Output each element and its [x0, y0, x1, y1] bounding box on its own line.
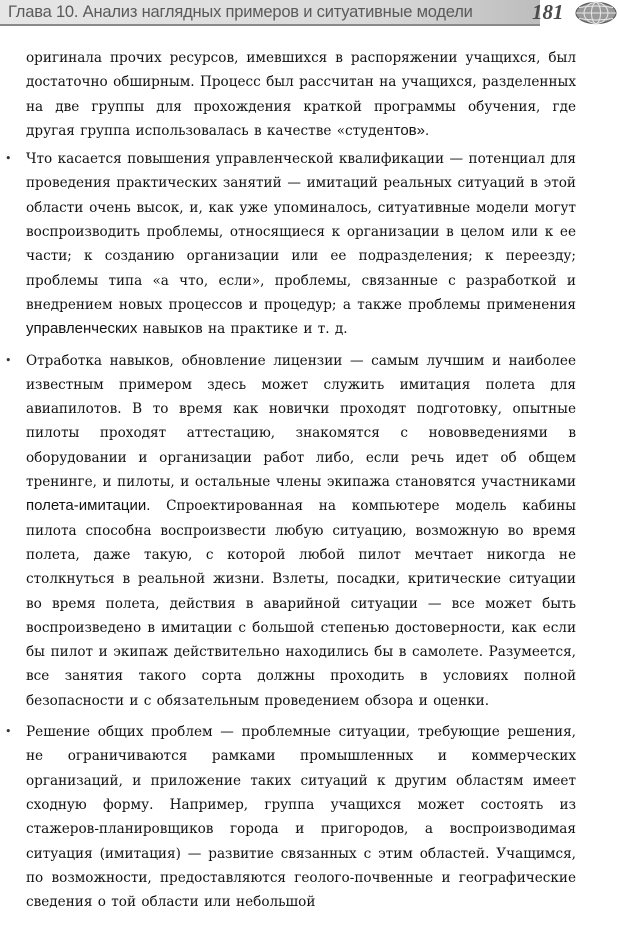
- emphasis-text: управленческих: [26, 320, 138, 338]
- list-item: [0, 349, 576, 713]
- running-header: [0, 0, 620, 30]
- page-body: [0, 46, 620, 921]
- bullet-marker: •: [5, 353, 12, 367]
- paragraph-text: Решение общих проблем — проблемные ситуации, требующие решения, не ограничиваются рамками промышленных и коммерческих организаций, и приложение таких ситуаций к другим областям имеет сходную форму. Например, группа учащихся может состоять из стажеров-планировщиков города и пригородов, а воспроизводимая ситуация (имитация) — развитие связанных с этим областей. Учащимся, по возможности, предоставляются геолого-почвенные и географические сведения о той области или небольшой: [26, 724, 576, 911]
- page-number: 181: [532, 0, 564, 24]
- emphasis-text: тов».: [393, 121, 430, 139]
- bullet-marker: •: [5, 152, 12, 166]
- paragraph-text: Отработка навыков, обновление лицензии — самым лучшим и наиболее известным примером здесь может служить имитация полета для авиапилотов. В то время как новички проходят подготовку, опытные пилоты проходят аттестацию, знакомятся с нововведениями в оборудовании и организации работ либо, если речь идет об общем тренинге, и пилоты, и остальные члены экипажа становятся участниками: [26, 352, 576, 491]
- list-item: [0, 147, 576, 341]
- globe-icon: [574, 1, 618, 25]
- running-title: Глава 10. Анализ наглядных примеров и ситуативные модели: [8, 3, 473, 21]
- list-item: [0, 720, 576, 914]
- header-rule: [0, 24, 540, 26]
- paragraph-text: оригинала прочих ресурсов, имевшихся в распоряжении учащихся, был достаточно обширным. Процесс был рассчитан на учащихся, разделенных на две группы для прохождения краткой программы обучения, где другая группа использовалась в качестве «студен: [26, 50, 576, 139]
- paragraph-text-tail: навыков на практике и т. д.: [137, 321, 348, 338]
- bullet-marker: •: [5, 725, 12, 739]
- paragraph-continued: [0, 46, 576, 143]
- emphasis-text: полета-имитации.: [26, 497, 151, 515]
- paragraph-text: Что касается повышения управленческой квалификации — потенциал для проведения практических занятий — имитаций реальных ситуаций в этой области очень высок, и, как уже упоминалось, ситуативные модели могут воспроизводить проблемы, относящиеся к организации в целом или к ее части; к созданию организации или ее подразделения; к переезду; проблемы типа «а что, если», проблемы, связанные с разработкой и внедрением новых процессов и процедур; а также проблемы применения: [26, 151, 576, 313]
- paragraph-text-tail: Спроектированная на компьютере модель кабины пилота способна воспроизвести любую ситуацию, возможную во время полета, даже такую, с которой любой пилот мечтает никогда не столкнуться в реальной жизни. Взлеты, посадки, критические ситуации во время полета, действия в аварийной ситуации — все может быть воспроизведено в имитации с большой степенью достоверности, как если бы пилот и экипаж действительно находились бы в самолете. Разумеется, все занятия такого сорта должны проходить в условиях полной безопасности и с обязательным проведением обзора и оценки.: [26, 498, 576, 709]
